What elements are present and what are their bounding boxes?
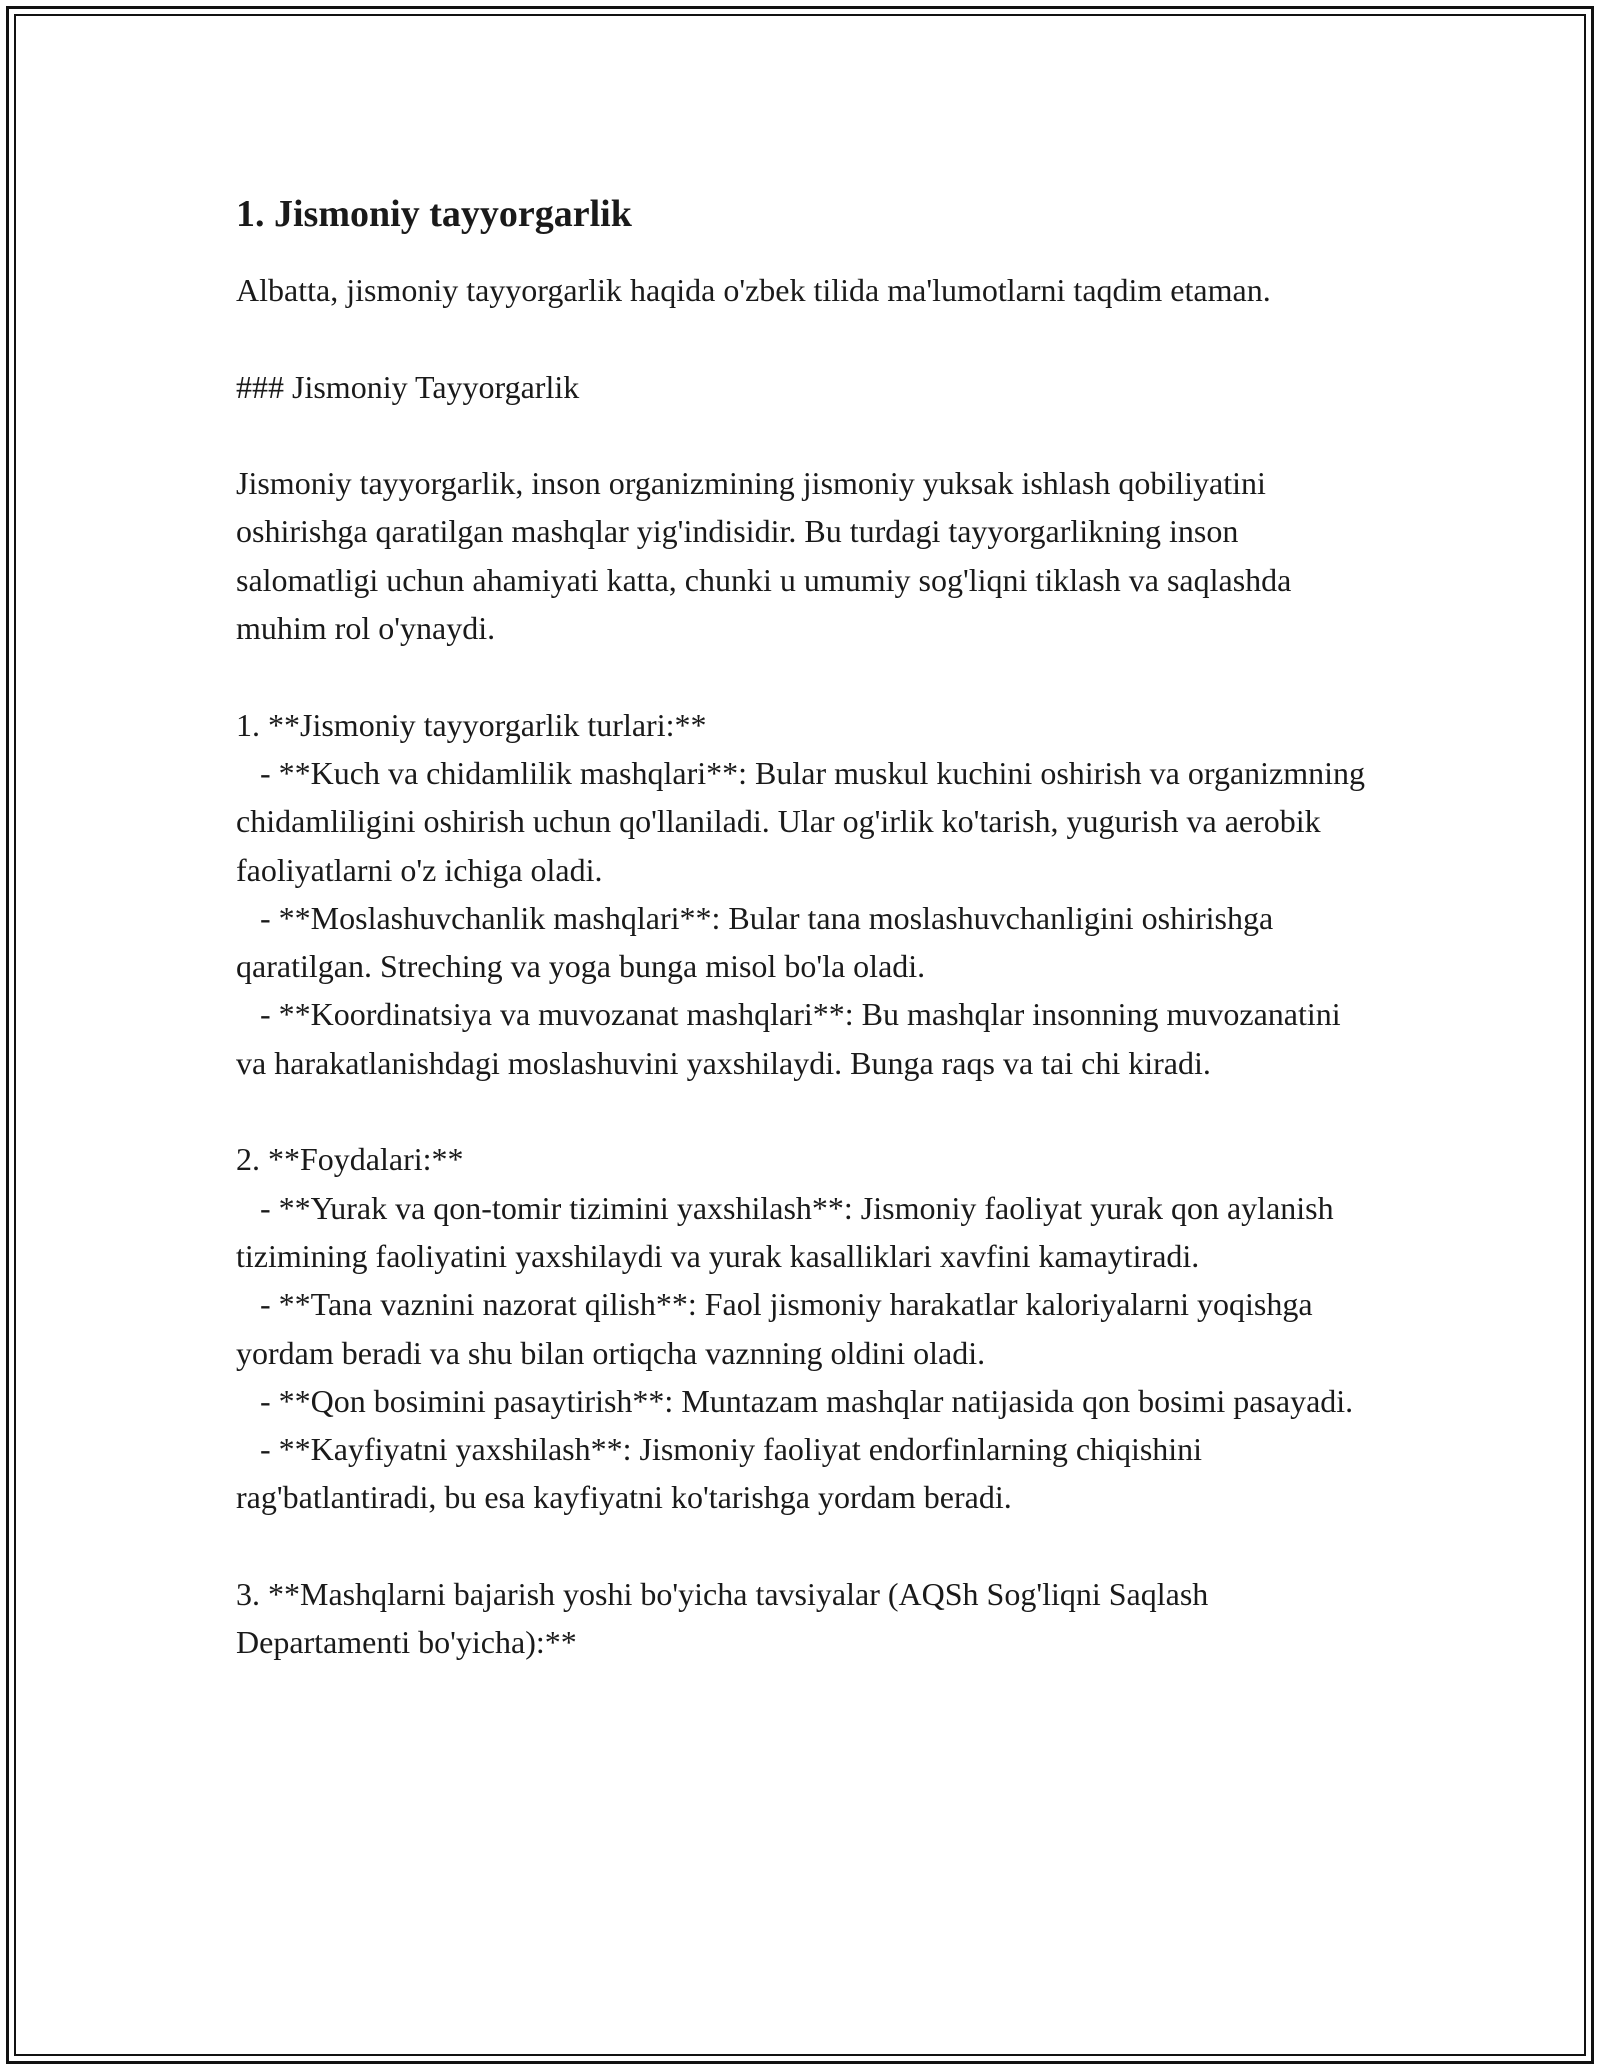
- spacer: [236, 1522, 1376, 1570]
- list-item: - **Kuch va chidamlilik mashqlari**: Bular muskul kuchini oshirish va organizmning chidamliligini oshirish uchun qo'llaniladi. Ular og'irlik ko'tarish, yugurish va aerobik faoliyatlarni o'z ichiga oladi.: [236, 754, 1374, 888]
- list-heading: 2. **Foydalari:**: [236, 1141, 464, 1178]
- document-title: 1. Jismoniy tayyorgarlik: [236, 193, 632, 235]
- list-section-benefits: [236, 1135, 1376, 1521]
- section-heading: ### Jismoniy Tayyorgarlik: [236, 368, 580, 405]
- list-heading: 1. **Jismoniy tayyorgarlik turlari:**: [236, 706, 707, 743]
- description-paragraph: Jismoniy tayyorgarlik, inson organizmining jismoniy yuksak ishlash qobiliyatini oshirishga qaratilgan mashqlar yig'indisidir. Bu turdagi tayyorgarlikning inson salomatligi uchun ahamiyati katta, chunki u umumiy sog'liqni tiklash va saqlashda muhim rol o'ynaydi.: [236, 465, 1300, 647]
- spacer: [236, 411, 1376, 459]
- list-item: - **Koordinatsiya va muvozanat mashqlari**: Bu mashqlar insonning muvozanatini va harakatlanishdagi moslashuvini yaxshilaydi. Bunga raqs va tai chi kiradi.: [236, 996, 1349, 1081]
- list-item: - **Qon bosimini pasaytirish**: Muntazam mashqlar natijasida qon bosimi pasayadi.: [236, 1382, 1354, 1419]
- list-heading: 3. **Mashqlarni bajarish yoshi bo'yicha tavsiyalar (AQSh Sog'liqni Saqlash Departamenti bo'yicha):**: [236, 1576, 1217, 1661]
- list-item: - **Kayfiyatni yaxshilash**: Jismoniy faoliyat endorfinlarning chiqishini rag'batlantiradi, bu esa kayfiyatni ko'tarishga yordam beradi.: [236, 1431, 1211, 1516]
- list-item: - **Moslashuvchanlik mashqlari**: Bular tana moslashuvchanligini oshirishga qaratilgan. Streching va yoga bunga misol bo'la oladi.: [236, 899, 1282, 985]
- spacer: [236, 1087, 1376, 1135]
- list-section-types: [236, 701, 1376, 1087]
- document-body: [236, 186, 1376, 1667]
- list-section-recommendations: [236, 1570, 1376, 1667]
- spacer: [236, 652, 1376, 700]
- list-item: - **Tana vaznini nazorat qilish**: Faol jismoniy harakatlar kaloriyalarni yoqishga yordam beradi va shu bilan ortiqcha vaznning oldini oladi.: [236, 1286, 1321, 1371]
- intro-paragraph: Albatta, jismoniy tayyorgarlik haqida o'zbek tilida ma'lumotlarni taqdim etaman.: [236, 272, 1271, 308]
- spacer: [236, 314, 1376, 362]
- list-item: - **Yurak va qon-tomir tizimini yaxshilash**: Jismoniy faoliyat yurak qon aylanish tizimining faoliyatini yaxshilaydi va yurak kasalliklari xavfini kamaytiradi.: [236, 1189, 1342, 1274]
